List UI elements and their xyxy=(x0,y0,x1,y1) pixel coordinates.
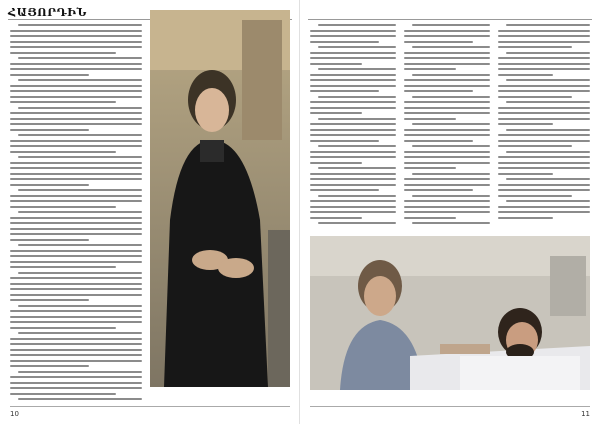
masthead-logo: ՀԱՅՈՐԴԻՆ xyxy=(8,5,87,19)
hospital-photo xyxy=(310,236,590,390)
right-text-column-2 xyxy=(404,24,490,228)
right-text-column-1 xyxy=(310,24,396,228)
right-footer xyxy=(310,409,590,419)
left-footer xyxy=(10,409,290,419)
portrait-photo xyxy=(150,10,290,387)
right-footer-rule xyxy=(310,406,590,407)
right-text-column-3 xyxy=(498,24,590,220)
right-page-number: 11 xyxy=(581,410,590,418)
right-header xyxy=(308,6,592,18)
hospital-photo-image xyxy=(310,236,590,390)
left-footer-rule xyxy=(10,406,290,407)
left-page-number: 10 xyxy=(10,410,19,418)
left-text-column xyxy=(10,24,142,400)
portrait-photo-image xyxy=(150,10,290,387)
right-page xyxy=(300,0,600,424)
right-header-rule xyxy=(308,19,592,20)
